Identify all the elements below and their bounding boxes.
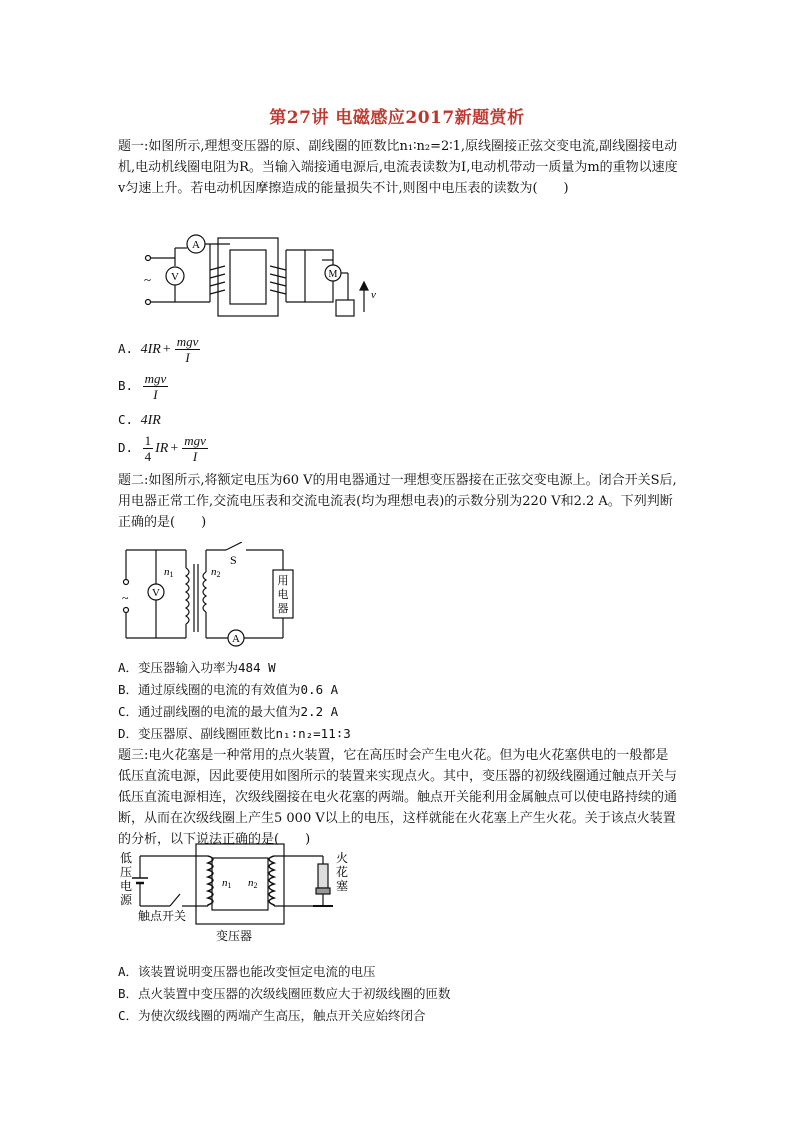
question-1-option-a[interactable]: A. 4IR + $\frac{\text{mgv}}{I}$ xyxy=(118,334,199,365)
terminal-top xyxy=(146,256,151,261)
question-1-text: 题一:如图所示,理想变压器的原、副线圈的匝数比n₁∶n₂=2∶1,原线圈接正弦交变电流,副线圈接电动机,电动机线圈电阻为R。当输入端接通电源后,电流表读数为I,电动机带动一质量为m的重物以速度v匀速上升。若电动机因摩擦造成的能量损失不计,则图中电压表的读数为( ) xyxy=(118,139,678,196)
voltmeter-label: V xyxy=(171,271,179,283)
velocity-label: v xyxy=(371,289,376,301)
question-3-option-b[interactable]: B．点火装置中变压器的次级线圈匝数应大于初级线圈的匝数 xyxy=(118,986,451,1001)
spark-plug-label-1: 火 xyxy=(336,851,349,865)
page-title: 第27讲 电磁感应2017新题赏析 xyxy=(269,108,525,128)
ac-source-label: ~ xyxy=(144,272,152,287)
motor-label: M xyxy=(328,269,338,280)
switch-label: S xyxy=(230,553,237,567)
source-label-3: 电 xyxy=(120,879,133,893)
load-label-1: 用 xyxy=(277,575,289,587)
load-label-2: 电 xyxy=(277,589,289,601)
source-label-1: 低 xyxy=(120,851,133,865)
question-1-option-c[interactable]: C. 4IR xyxy=(118,412,161,428)
question-2-option-b[interactable]: B．通过原线圈的电流的有效值为0.6 A xyxy=(118,682,339,697)
question-2-option-a[interactable]: A．变压器输入功率为484 W xyxy=(118,660,276,675)
load-label-3: 器 xyxy=(277,603,289,615)
question-1-figure xyxy=(140,230,385,325)
question-3-figure xyxy=(118,838,358,948)
question-2-text: 题二:如图所示,将额定电压为60 V的用电器通过一理想变压器接在正弦交变电源上。闭合开关S后,用电器正常工作,交流电压表和交流电流表(均为理想电表)的示数分别为220 V和2.2 A。下列判断正确的是( ) xyxy=(118,473,677,530)
spark-plug-label-3: 塞 xyxy=(336,879,349,893)
question-1-option-b[interactable]: B. $\frac{\text{mgv}}{I}$ xyxy=(118,371,167,402)
secondary-coil xyxy=(203,572,206,612)
contact-switch xyxy=(170,894,180,906)
question-1-option-d[interactable]: D. $\frac{1}{4}$ IR + $\frac{\text{mgv}}{I}$ xyxy=(118,433,206,464)
terminal-top xyxy=(124,580,129,585)
question-3-option-c[interactable]: C．为使次级线圈的两端产生高压，触点开关应始终闭合 xyxy=(118,1008,426,1023)
question-3-option-a[interactable]: A．该装置说明变压器也能改变恒定电流的电压 xyxy=(118,964,376,979)
transformer-core-inner xyxy=(212,858,268,910)
source-label-4: 源 xyxy=(120,893,133,907)
n1-label: n1 xyxy=(164,566,174,579)
terminal-bottom xyxy=(146,300,151,305)
n2-label: n2 xyxy=(211,566,221,579)
question-3-text: 题三:电火花塞是一种常用的点火装置，它在高压时会产生电火花。但为电火花塞供电的一般都是低压直流电源，因此要使用如图所示的装置来实现点火。其中，变压器的初级线圈通过触点开关与低压直流电源相连，次级线圈接在电火花塞的两端。触点开关能利用金属触点可以使电路持续的通断，从而在次级线圈上产生5 000 V以上的电压，这样就能在火花塞上产生火花。关于该点火装置的分析，以下说法正确的是( ) xyxy=(118,748,678,847)
question-2-option-d[interactable]: D．变压器原、副线圈匝数比n₁∶n₂=11∶3 xyxy=(118,726,351,741)
transformer-core-inner xyxy=(230,250,266,304)
spark-plug-body xyxy=(318,864,328,888)
secondary-coil xyxy=(269,856,274,906)
question-2-figure xyxy=(118,542,298,647)
switch-blade xyxy=(226,542,242,550)
weight-block xyxy=(336,300,354,316)
terminal-bottom xyxy=(124,608,129,613)
spark-plug-label-2: 花 xyxy=(336,865,349,879)
contact-switch-label: 触点开关 xyxy=(138,909,187,923)
ammeter-label: A xyxy=(232,633,240,645)
n1-label: n1 xyxy=(222,877,232,890)
question-2-option-c[interactable]: C．通过副线圈的电流的最大值为2.2 A xyxy=(118,704,339,719)
source-label-2: 压 xyxy=(120,865,133,879)
ac-source-label: ~ xyxy=(122,591,129,605)
n2-label: n2 xyxy=(248,877,258,890)
primary-coil xyxy=(186,568,189,624)
ammeter-label: A xyxy=(192,239,200,251)
voltmeter-label: V xyxy=(152,587,160,599)
transformer-label: 变压器 xyxy=(216,929,253,943)
